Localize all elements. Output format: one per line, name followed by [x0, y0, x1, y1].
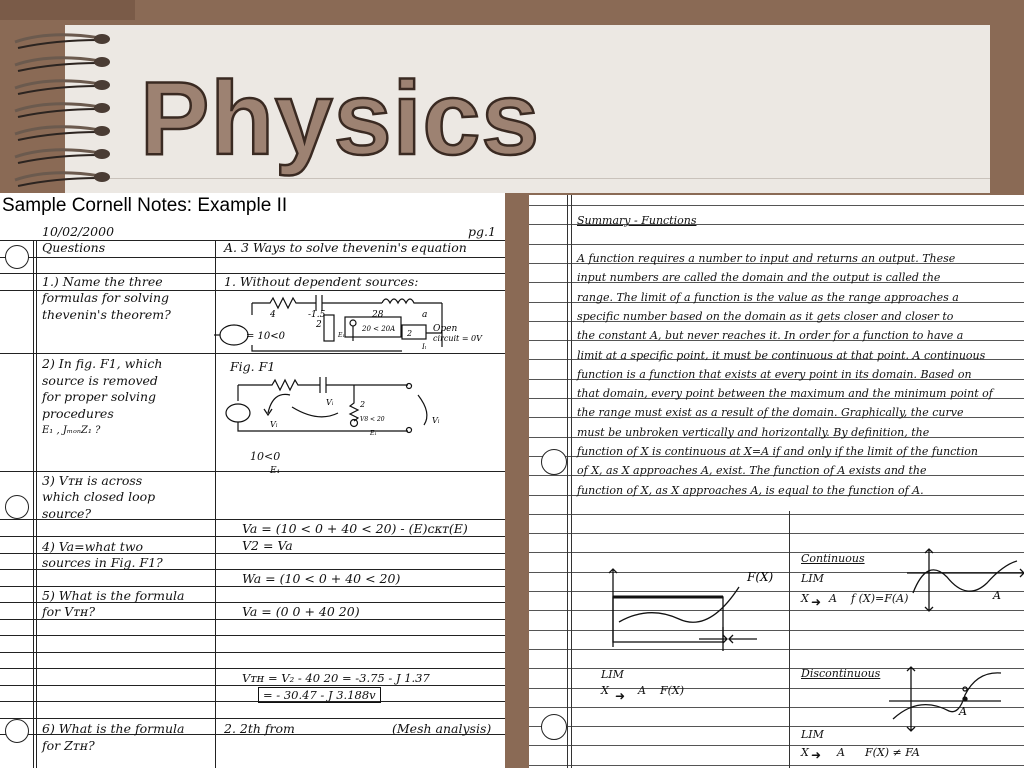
summary-line: function of X, as X approaches A, is equal to the function of A. — [577, 483, 924, 497]
circuit-diagram-1 — [212, 291, 502, 357]
rule-line — [529, 205, 1024, 206]
question-5-line: 5) What is the formula — [42, 588, 185, 603]
rule-line — [0, 652, 505, 653]
circuit-diagram-2 — [218, 373, 468, 443]
discontinuous-lim: LIM — [801, 728, 824, 741]
question-4-line: sources in Fig. F1? — [42, 555, 163, 570]
under-figure-value: 10<0 — [250, 450, 281, 463]
question-2-line: 2) In fig. F1, which — [42, 356, 163, 371]
c2-two: 2 — [360, 400, 366, 409]
lim-left-fx: F(X) — [660, 684, 685, 697]
discontinuous-a: A — [837, 746, 845, 759]
rule-line — [529, 745, 1024, 746]
question-2-line: for proper solving — [42, 389, 157, 404]
question-3-line: which closed loop — [42, 489, 156, 504]
c1-open-v: circuit = 0V — [433, 334, 482, 343]
c1-a: a — [422, 310, 428, 320]
question-2-line: source is removed — [42, 373, 158, 388]
summary-line: specific number based on the domain as it gets closer and closer to — [577, 309, 954, 323]
rule-line — [529, 533, 1024, 534]
page-title: Physics — [140, 61, 541, 177]
discontinuous-x: X — [801, 746, 809, 759]
summary-line: that domain, every point between the maximum and the minimum point of — [577, 387, 993, 401]
lim-left-a: A — [638, 684, 646, 697]
summary-line: input numbers are called the domain and the output is called the — [577, 271, 941, 285]
continuous-graph — [907, 547, 1024, 613]
answer-5b: Vᴛʜ = V₂ - 40 20 = -3.75 - J 1.37 — [242, 671, 430, 685]
rule-line — [0, 701, 505, 702]
question-4-line: 4) Va=what two — [42, 539, 144, 554]
discontinuous-axis-a: A — [959, 705, 967, 718]
c1-e: E₁ — [338, 332, 345, 339]
margin-line — [36, 240, 37, 768]
c2-e: E₁ — [370, 430, 377, 437]
rule-line — [529, 244, 1024, 245]
rule-line — [529, 514, 1024, 515]
discontinuous-title: Discontinuous — [801, 667, 881, 680]
answer-4a: V2 = Va — [242, 538, 293, 553]
column-divider — [789, 511, 790, 768]
summary-line: the constant A, but never reaches it. In order for a function to have a — [577, 329, 964, 343]
answer-5c-boxed: = - 30.47 - J 3.188v — [258, 687, 381, 703]
c1-box2: 2 — [407, 329, 413, 338]
c2-v2: Vₗ — [270, 420, 278, 429]
continuous-x: X — [801, 592, 809, 605]
binder-hole-icon — [541, 714, 567, 740]
summary-line: A function requires a number to input and returns an output. These — [577, 252, 956, 265]
binder-hole-icon — [5, 719, 29, 743]
corner-band — [0, 0, 135, 20]
question-1-line: formulas for solving — [42, 290, 170, 305]
binder-hole-icon — [541, 449, 567, 475]
sheet-heading: Sample Cornell Notes: Example II — [2, 195, 288, 216]
c1-ctrl: 20 < 20A — [362, 325, 396, 333]
summary-notes-sheet — [529, 195, 1024, 768]
answer-1: 1. Without dependent sources: — [224, 274, 419, 289]
answer-3: Va = (10 < 0 + 40 < 20) - (E)ᴄᴋᴛ(E) — [242, 521, 468, 536]
question-1-line: 1.) Name the three — [42, 274, 163, 289]
answer-6: 2. 2th from — [224, 721, 295, 736]
margin-line — [567, 195, 568, 768]
question-2-line: procedures — [42, 406, 114, 421]
question-1-line: thevenin's theorem? — [42, 307, 171, 322]
binder-hole-icon — [5, 245, 29, 269]
margin-line — [571, 195, 572, 768]
answer-5: Va = (0 0 + 40 20) — [242, 604, 360, 619]
question-5-line: for Vᴛʜ? — [42, 604, 96, 619]
c1-i: Iₗ — [422, 343, 427, 351]
c1-two: 2 — [316, 320, 322, 330]
c2-vt: Vₗ — [432, 416, 440, 425]
rule-line — [0, 668, 505, 669]
summary-line: limit at a specific point, it must be continuous at that point. A continuous — [577, 348, 986, 362]
question-2-line: E₁ , JₘₒₙZ₁ ? — [42, 425, 101, 436]
lim-left-x: X — [601, 684, 609, 697]
answer-4b: Wa = (10 < 0 + 40 < 20) — [242, 571, 401, 586]
rule-line — [529, 765, 1024, 766]
c2-v1: Vᵢ — [326, 398, 334, 407]
margin-line — [33, 240, 34, 768]
summary-line: function of X is continuous at X=A if and only if the limit of the function — [577, 445, 978, 458]
spiral-binding-icon — [10, 28, 115, 188]
question-6-line: for Zᴛʜ? — [42, 738, 95, 753]
under-figure-e: E₁ — [270, 466, 281, 476]
limit-graph — [599, 567, 789, 667]
continuous-axis-a: A — [993, 589, 1001, 602]
rule-line — [0, 635, 505, 636]
page-number: pg.1 — [468, 224, 496, 239]
c1-open: Open — [433, 324, 458, 334]
question-6-line: 6) What is the formula — [42, 721, 185, 736]
continuous-a: A — [829, 592, 837, 605]
summary-line: must be unbroken vertically and horizontally. By definition, the — [577, 425, 930, 439]
summary-line: of X, as X approaches A, exist. The function of A exists and the — [577, 464, 927, 478]
discontinuous-eq: F(X) ≠ FA — [865, 746, 920, 759]
c1-r3: 28 — [372, 310, 384, 320]
figure-label: Fig. F1 — [230, 359, 276, 374]
question-3-line: 3) Vᴛʜ is across — [42, 473, 143, 488]
arrow-right-icon: ➜ — [811, 748, 822, 762]
arrow-right-icon: ➜ — [811, 595, 822, 609]
lim-left: LIM — [601, 668, 624, 681]
c1-r2: -1.5 — [308, 310, 326, 320]
c2-ctrl: V8 < 20 — [360, 416, 385, 423]
c1-source: = 10<0 — [246, 331, 286, 342]
answer-6b: (Mesh analysis) — [392, 721, 492, 736]
arrow-right-icon: ➜ — [615, 689, 626, 703]
summary-title: Summary - Functions — [577, 214, 697, 227]
summary-line: the range must exist as a result of the domain. Graphically, the curve — [577, 406, 964, 420]
c1-r1: 4 — [270, 310, 276, 320]
cornell-notes-sheet — [0, 193, 505, 768]
questions-header: Questions — [42, 240, 106, 255]
question-3-line: source? — [42, 506, 92, 521]
continuous-lim: LIM — [801, 572, 824, 585]
summary-line: function is a function that exists at every point in its domain. Based on — [577, 367, 972, 381]
rule-line — [0, 718, 505, 719]
rule-line — [0, 257, 505, 258]
rule-line — [0, 471, 505, 472]
graph-fx-label: F(X) — [747, 570, 774, 584]
continuous-eq: f (X)=F(A) — [851, 592, 909, 605]
answers-header: A. 3 Ways to solve thevenin's equation — [224, 240, 467, 255]
note-date: 10/02/2000 — [42, 224, 115, 239]
discontinuous-graph — [889, 665, 1009, 735]
binder-hole-icon — [5, 495, 29, 519]
continuous-title: Continuous — [801, 552, 865, 565]
summary-line: range. The limit of a function is the value as the range approaches a — [577, 290, 959, 304]
